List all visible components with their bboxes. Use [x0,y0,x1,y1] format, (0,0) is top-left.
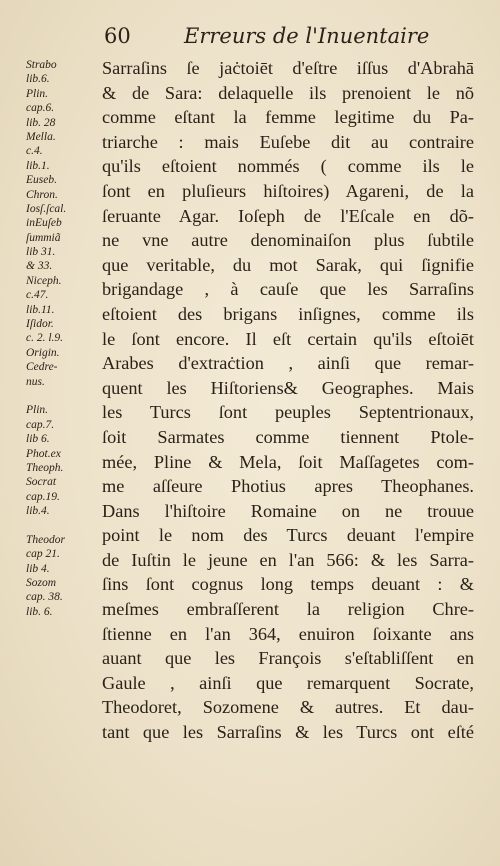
margin-note: lib 31. [26,246,56,259]
text-line: mée, Pline & Mela, ſoit Maſſagetes com- [102,451,474,472]
text-line: tant que les Sarraſins & les Turcs ont eſté [102,722,474,743]
margin-note: lib.4. [26,505,50,518]
text-line: point le nom des Turcs deuant l'empire [102,525,474,546]
margin-note: lib.1. [26,159,50,172]
margin-note: lib.6. [26,73,50,86]
text-line: auant que les François s'eſtabliſſent en [102,648,474,669]
margin-note: Iſidor. [26,318,54,331]
running-title: Erreurs de l'Inuentaire [184,24,430,48]
text-line: Dans l'hiſtoire Romaine on ne trouue [102,500,474,521]
text-line: eſtoient des brigans inſignes, comme ils [102,303,474,324]
text-line: Arabes d'extraċtion , ainſi que remar- [102,353,474,374]
text-line: Theodoret, Sozomene & autres. Et dau- [102,697,474,718]
margin-note: Mella. [26,130,56,143]
margin-note: Sozom [26,577,57,590]
text-line: les Turcs ſont peuples Septentrionaux, [102,402,474,423]
text-line: qu'ils eſtoient nommés ( comme ils le [102,156,474,177]
text-line: brigandage , à cauſe que les Sarraſins [102,279,474,300]
page-header [104,24,474,52]
text-line: de Iuſtin le jeune en l'an 566: & les Sarra- [102,549,474,570]
margin-note: Plin. [26,404,49,417]
margin-note: nus. [26,375,45,388]
margin-note: Theodor [26,533,65,546]
margin-note: Theoph. [26,461,64,474]
margin-note: Strabo [26,59,57,71]
margin-note: inEuſeb [26,217,62,230]
margin-note: & 33. [26,260,53,273]
margin-note: Chron. [26,188,58,201]
text-line: le ſont encore. Il eſt certain qu'ils eſtoiēt [102,328,474,349]
margin-note: Phot.ex [26,447,61,460]
margin-note: Niceph. [26,274,62,287]
text-line: Sarraſins ſe jaċtoiēt d'eſtre iſſus d'Abrahā [102,58,474,78]
margin-note: cap.7. [26,418,55,431]
text-line: ſins ſont cognus long temps deuant : & [102,574,474,595]
margin-note: c. 2. l.9. [26,332,64,345]
margin-note: cap 21. [26,548,60,561]
margin-note: c.47. [26,289,49,302]
margin-note: ſummiã [26,231,61,244]
margin-note [26,389,100,403]
margin-note: c.4. [26,145,43,158]
text-line: Gaule , ainſi que remarquent Socrate, [102,672,474,693]
margin-notes [26,58,100,619]
text-line: ſeruante Agar. Ioſeph de l'Eſcale en dõ- [102,205,474,226]
text-line: ſoit Sarmates comme tiennent Ptole- [102,426,474,447]
page-number: 60 [104,24,131,48]
margin-note: cap. 38. [26,591,63,604]
margin-note: Plin. [26,87,49,100]
body-text [102,56,474,745]
margin-note: lib. 6. [26,605,53,618]
margin-note: lib 4. [26,562,50,575]
text-line: ſont en pluſieurs hiſtoires) Agareni, de la [102,180,474,201]
text-line: comme eſtant la femme legitime du Pa- [102,107,474,128]
margin-note: Socrat [26,476,57,489]
text-line: meſmes embraſſerent la religion Chre- [102,599,474,620]
text-line: triarche : mais Euſebe dit au contraire [102,131,474,152]
margin-note [26,519,100,533]
margin-note: lib 6. [26,433,50,446]
margin-note: Iosſ.ſcal. [26,202,67,215]
text-line: que veritable, du mot Sarak, qui ſignifie [102,254,474,275]
text-line: ſtienne en l'an 364, enuiron ſoixante ans [102,623,474,644]
margin-note: Cedre- [26,361,58,374]
margin-note: lib.11. [26,303,55,316]
margin-note: cap.19. [26,490,60,503]
margin-note: lib. 28 [26,116,56,129]
margin-note: Origin. [26,346,60,359]
margin-note: Euseb. [26,174,57,187]
text-line: & de Sara: delaquelle ils prenoient le nõ [102,82,474,103]
text-line: quent les Hiſtoriens& Geographes. Mais [102,377,474,398]
text-line: me aſſeure Photius apres Theophanes. [102,476,474,497]
text-line: ne vne autre denominaiſon plus ſubtile [102,230,474,251]
margin-note: cap.6. [26,102,55,115]
